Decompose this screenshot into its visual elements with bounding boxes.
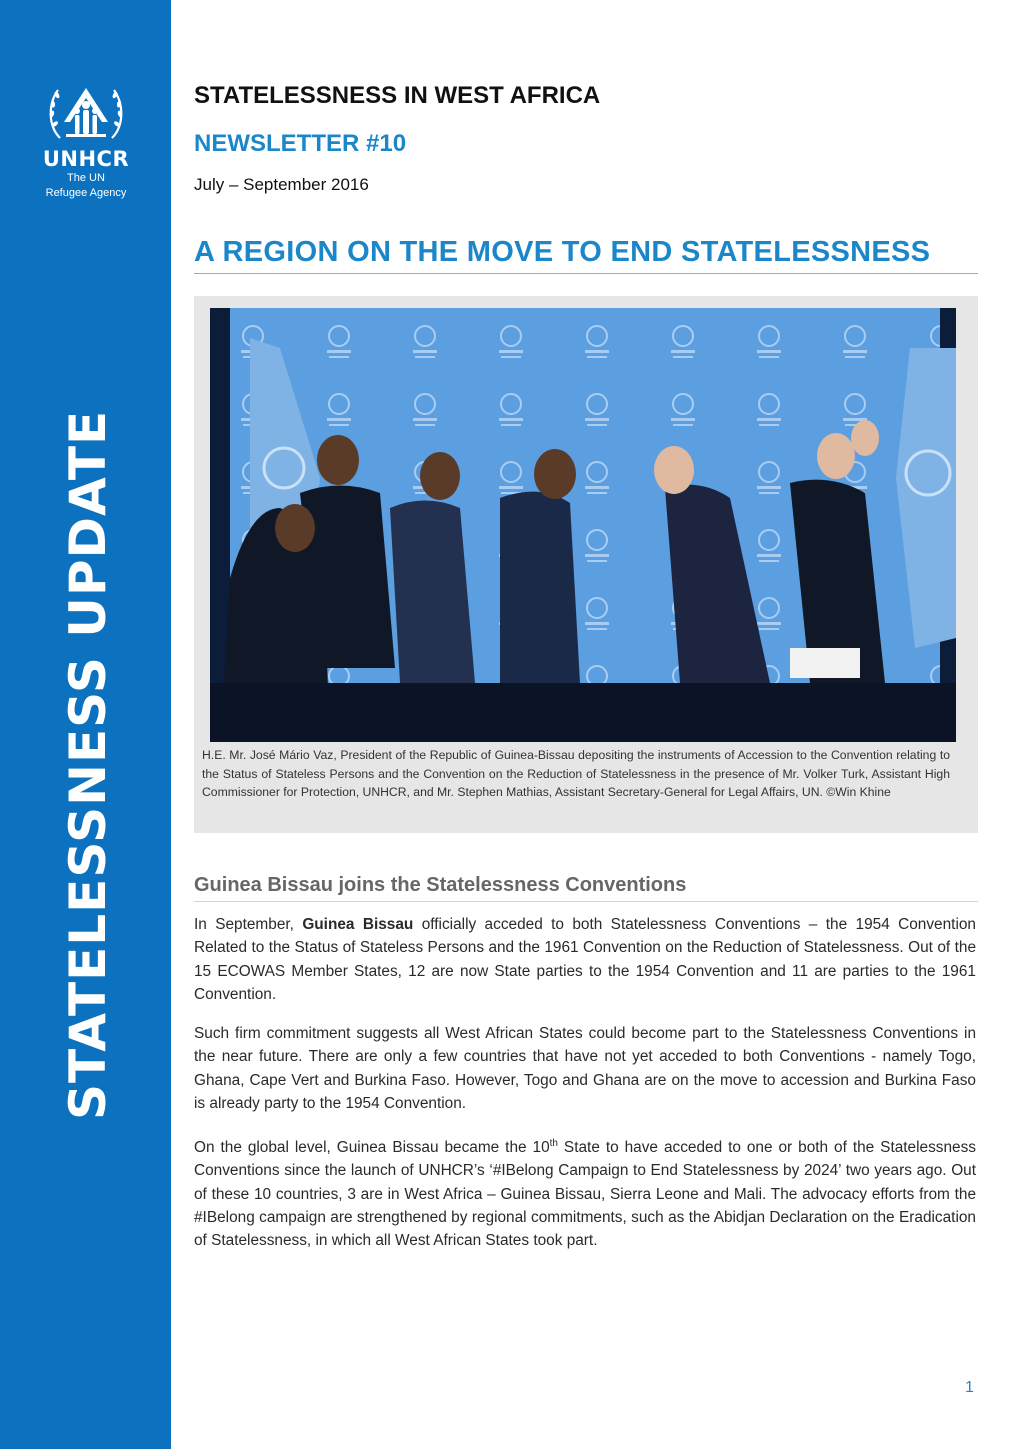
paragraph-1-start: In September, — [194, 916, 303, 933]
photo-caption: H.E. Mr. José Mário Vaz, President of the Republic of Guinea-Bissau depositing the instruments of Accession to the Convention relating to the Status of Stateless Persons and the Convention on the Reduction of Statelessness in the presence of Mr. Volker Turk, Assistant High Commissioner for Protection, UNHCR, and Mr. Stephen Mathias, Assistant Secretary-General for Legal Affairs, UN. ©Win Khine — [202, 748, 950, 799]
photo-panel — [194, 296, 978, 833]
unhcr-logo — [30, 78, 142, 200]
headline: A REGION ON THE MOVE TO END STATELESSNESS — [194, 236, 978, 274]
paragraph-3-start: On the global level, Guinea Bissau became the 10 — [194, 1139, 550, 1157]
paragraph-3 — [194, 1132, 976, 1253]
paragraph-1-emphasis: Guinea Bissau — [302, 916, 414, 933]
ordinal-suffix: th — [549, 1138, 558, 1149]
paragraph-1-rest: officially acceded to both Statelessness Conventions – the 1954 Convention Related to the Status of Stateless Persons and the 1961 Convention on the Reduction of Statelessness. Out of the 15 ECOWAS Member States, 12 are now State parties to the 1954 Convention and 11 are parties to the 1961 Convention. — [194, 916, 976, 1003]
unhcr-emblem-icon — [46, 78, 126, 144]
vertical-title: STATELESSNESS UPDATE — [59, 409, 117, 1120]
newsletter-number: NEWSLETTER #10 — [194, 130, 407, 157]
paragraph-2: Such firm commitment suggests all West African States could become part to the Statelessness Conventions in the near future. There are only a few countries that have not yet acceded to both Conventions - namely Togo, Ghana, Cape Vert and Burkina Faso. However, Togo and Ghana are on the move to accession and Burkina Faso is already party to the 1954 Convention. — [194, 1025, 976, 1112]
publication-period: July – September 2016 — [194, 175, 369, 194]
logo-subtitle-line-2: Refugee Agency — [45, 187, 127, 199]
page-number: 1 — [965, 1379, 974, 1396]
logo-subtitle-line-1: The UN — [67, 172, 105, 184]
paragraph-3-rest: State to have acceded to one or both of the Statelessness Conventions since the launch of UNHCR’s ‘#IBelong Campaign to End Statelessness by 2024’ two years ago. Out of these 10 countries, 3 are in West Africa – Guinea Bissau, Sierra Leone and Mali. The advocacy efforts from the #IBelong campaign are strengthened by regional commitments, such as the Abidjan Declaration on the Eradication of Statelessness, in which all West African States took part. — [194, 1139, 976, 1250]
logo-wordmark: UNHCR — [42, 147, 130, 171]
section-heading: Guinea Bissau joins the Statelessness Conventions — [194, 874, 978, 902]
sidebar — [0, 0, 171, 1449]
paragraph-1 — [194, 913, 976, 1006]
signing-ceremony-photo — [210, 308, 956, 742]
document-title: STATELESSNESS IN WEST AFRICA — [194, 82, 601, 109]
